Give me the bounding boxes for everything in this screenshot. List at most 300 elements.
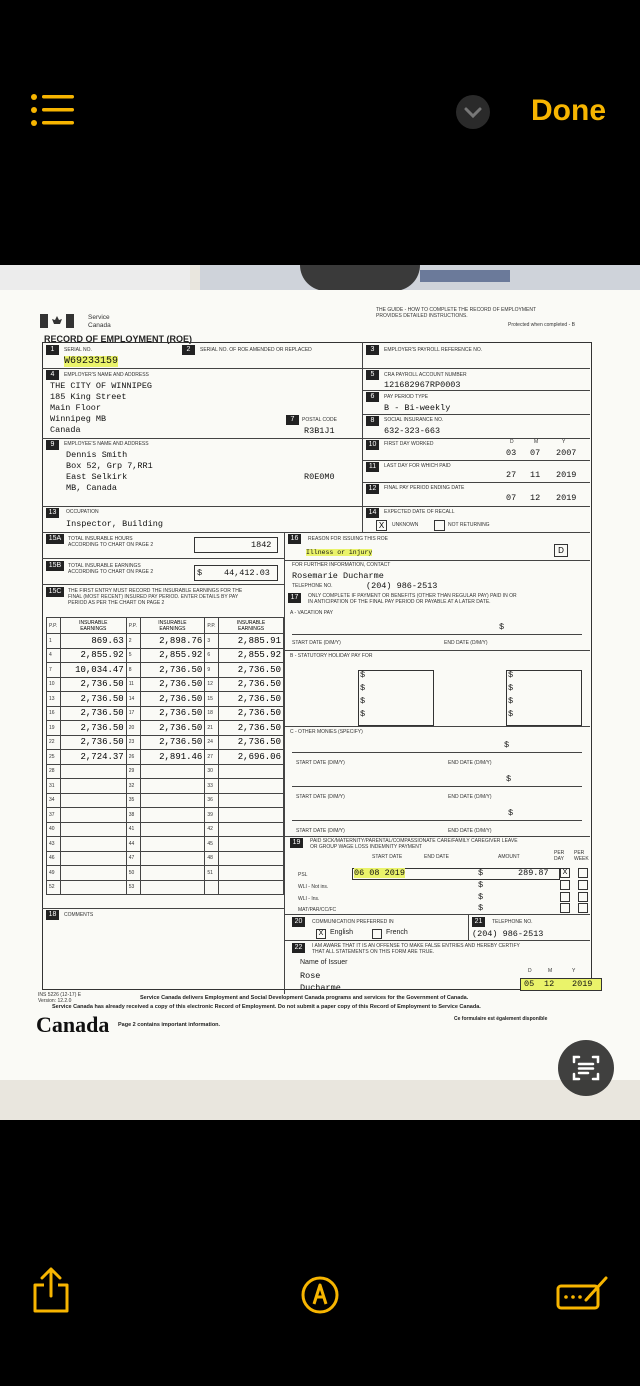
pay-period-row — [47, 750, 284, 765]
postal-label: POSTAL CODE — [302, 417, 338, 423]
tel-value: (204) 986-2513 — [472, 929, 544, 939]
pp-label-l2: FINAL (MOST RECENT) INSURED PAY PERIOD. ENTER DETAILS BY PAY — [68, 594, 239, 600]
pay-period-number: 46 — [47, 851, 61, 866]
footer-line2: Service Canada has already received a copy of this electronic Record of Employment. Do not submit a paper copy of this Record of Employment to Service Canada. — [52, 1004, 481, 1010]
dmy-label: D — [528, 968, 532, 974]
pay-period-number: 8 — [126, 663, 140, 678]
mat-day-checkbox[interactable] — [560, 903, 570, 913]
pay-period-earnings — [60, 837, 126, 852]
unknown-label: UNKNOWN — [392, 522, 419, 528]
box-num-10: 10 — [366, 440, 379, 450]
pay-period-earnings — [219, 764, 284, 779]
first-day-m: 07 — [530, 448, 541, 458]
other-start-label: START DATE (D/M/Y) — [296, 794, 345, 800]
pay-period-number: 11 — [126, 677, 140, 692]
box-num-2: 2 — [182, 345, 195, 355]
box-num-13: 13 — [46, 508, 59, 518]
divider — [284, 726, 590, 727]
pay-period-number: 18 — [205, 706, 219, 721]
pay-period-number: 51 — [205, 866, 219, 881]
dollar-sign: $ — [360, 683, 366, 693]
pay-period-earnings: 2,736.50 — [60, 677, 126, 692]
pay-period-number: 37 — [47, 808, 61, 823]
pay-period-number: 19 — [47, 721, 61, 736]
pay-period-earnings: 2,696.06 — [219, 750, 284, 765]
pay-period-number: 14 — [126, 692, 140, 707]
french-checkbox[interactable] — [372, 929, 382, 939]
employee-postal: R0E0M0 — [304, 472, 335, 482]
done-button[interactable]: Done — [531, 94, 606, 127]
dmy-label: D — [510, 439, 514, 445]
certify-l1: I AM AWARE THAT IT IS AN OFFENSE TO MAKE FALSE ENTRIES AND HEREBY CERTIFY — [312, 943, 520, 949]
other-start-label: START DATE (D/M/Y) — [296, 828, 345, 834]
pay-period-earnings — [140, 779, 205, 794]
pay-period-row — [47, 735, 284, 750]
pay-period-earnings — [60, 779, 126, 794]
final-pay-label: FINAL PAY PERIOD ENDING DATE — [384, 485, 465, 491]
sin-value: 632-323-663 — [384, 426, 441, 436]
postal-value: R3B1J1 — [304, 426, 335, 436]
pay-period-number: 6 — [205, 648, 219, 663]
pay-period-earnings: 2,736.50 — [140, 706, 205, 721]
pay-period-number: 33 — [205, 779, 219, 794]
divider — [362, 414, 590, 415]
col-pp: P.P. — [207, 622, 216, 629]
form-number: INS 5226 (12-17) E — [38, 992, 82, 998]
col-pp: P.P. — [49, 622, 58, 629]
pay-period-earnings — [219, 793, 284, 808]
box-num-12: 12 — [366, 484, 379, 494]
contact-tel-label: TELEPHONE NO. — [292, 583, 333, 589]
communication-label: COMMUNICATION PREFERRED IN — [312, 919, 394, 925]
pay-period-number: 16 — [47, 706, 61, 721]
first-day-y: 2007 — [556, 448, 577, 458]
pay-period-earnings: 2,736.50 — [219, 735, 284, 750]
divider — [468, 914, 469, 940]
page2-note: Page 2 contains important information. — [118, 1022, 221, 1028]
divider — [42, 438, 590, 439]
background-card — [0, 265, 190, 293]
pay-period-earnings: 2,736.50 — [219, 721, 284, 736]
psl-label: PSL — [298, 872, 308, 878]
per-week-label: PER WEEK — [574, 850, 589, 862]
psl-per-week-checkbox[interactable] — [578, 868, 588, 878]
pay-period-row — [47, 721, 284, 736]
pay-period-number: 36 — [205, 793, 219, 808]
sec17-label-l1: ONLY COMPLETE IF PAYMENT OR BENEFITS (OTHER THAN REGULAR PAY) PAID IN OR — [308, 593, 517, 599]
pay-period-table — [46, 617, 284, 895]
end-date-label: END DATE — [424, 854, 449, 860]
amount-label: AMOUNT — [498, 854, 520, 860]
employer-line: Winnipeg MB — [50, 414, 107, 424]
pay-period-earnings: 2,898.76 — [140, 634, 205, 649]
divider — [284, 532, 285, 994]
not-returning-label: NOT RETURNING — [448, 522, 490, 528]
pay-period-earnings: 2,855.92 — [60, 648, 126, 663]
pay-period-earnings — [60, 793, 126, 808]
box-num-5: 5 — [366, 370, 379, 380]
other-end-label: END DATE (D/M/Y) — [448, 828, 492, 834]
dollar-sign: $ — [478, 903, 484, 913]
box-num-19: 19 — [290, 838, 303, 848]
pay-period-row — [47, 648, 284, 663]
divider — [284, 914, 590, 915]
pay-period-earnings: 2,736.50 — [219, 677, 284, 692]
box-num-7: 7 — [286, 415, 299, 425]
pay-period-number: 47 — [126, 851, 140, 866]
box-num-15a: 15A — [46, 534, 64, 544]
box-num-3: 3 — [366, 345, 379, 355]
pay-period-number: 28 — [47, 764, 61, 779]
pay-period-row — [47, 808, 284, 823]
pp-label-l3: PERIOD AS PER THE CHART ON PAGE 2 — [68, 600, 165, 606]
pay-period-number: 52 — [47, 880, 61, 895]
divider — [42, 558, 284, 559]
wli-ins-label: WLI - Ins. — [298, 896, 320, 902]
pay-period-earnings: 2,855.92 — [140, 648, 205, 663]
pay-period-number: 41 — [126, 822, 140, 837]
pay-period-earnings — [60, 764, 126, 779]
pay-period-number: 24 — [205, 735, 219, 750]
box-num-17: 17 — [288, 593, 301, 603]
earnings-label-l1: TOTAL INSURABLE EARNINGS — [68, 563, 141, 569]
pay-period-number: 12 — [205, 677, 219, 692]
holiday-label: B - STATUTORY HOLIDAY PAY FOR — [290, 653, 373, 659]
pay-period-number: 44 — [126, 837, 140, 852]
pay-period-number: 4 — [47, 648, 61, 663]
psl-start: 06 08 2019 — [354, 868, 406, 878]
pay-period-number: 31 — [47, 779, 61, 794]
wli-week-checkbox[interactable] — [578, 880, 588, 890]
pay-period-number: 40 — [47, 822, 61, 837]
divider — [42, 584, 284, 585]
pay-period-number: 13 — [47, 692, 61, 707]
issue-y: 2019 — [572, 979, 593, 989]
box-num-15b: 15B — [46, 561, 64, 571]
pay-period-number: 32 — [126, 779, 140, 794]
first-day-d: 03 — [506, 448, 517, 458]
pay-period-earnings: 10,034.47 — [60, 663, 126, 678]
pay-period-label: PAY PERIOD TYPE — [384, 394, 429, 400]
english-label: English — [330, 929, 353, 936]
divider — [42, 908, 284, 909]
col-earn: EARNINGS — [80, 625, 107, 632]
employer-line: THE CITY OF WINNIPEG — [50, 381, 153, 391]
pay-period-earnings — [219, 880, 284, 895]
pay-period-earnings — [219, 808, 284, 823]
pay-period-number: 35 — [126, 793, 140, 808]
divider — [42, 532, 590, 533]
dollar-sign: $ — [478, 880, 484, 890]
psl-per-day-checkbox[interactable]: X — [560, 868, 570, 878]
certify-l2: THAT ALL STATEMENTS ON THIS FORM ARE TRUE. — [312, 949, 435, 955]
pay-period-row — [47, 880, 284, 895]
employee-line: East Selkirk — [66, 472, 128, 482]
pay-period-number — [205, 880, 219, 895]
last-day-m: 11 — [530, 470, 541, 480]
pay-period-number: 38 — [126, 808, 140, 823]
occupation-label: OCCUPATION — [66, 509, 99, 515]
pay-period-number: 27 — [205, 750, 219, 765]
english-checkbox[interactable]: X — [316, 929, 326, 939]
box-num-6: 6 — [366, 392, 379, 402]
box-num-18: 18 — [46, 910, 59, 920]
recall-label: EXPECTED DATE OF RECALL — [384, 509, 455, 515]
pay-period-earnings: 2,736.50 — [140, 721, 205, 736]
occupation-value: Inspector, Building — [66, 519, 163, 529]
pay-period-earnings — [60, 866, 126, 881]
pay-period-value: B - Bi-weekly — [384, 403, 451, 413]
protected-label: Protected when completed - B — [508, 322, 575, 328]
pay-period-earnings — [140, 793, 205, 808]
service-canada-l1: Service — [88, 314, 110, 321]
canada-wordmark: Canada — [36, 1012, 110, 1037]
pay-period-number: 9 — [205, 663, 219, 678]
live-text-scan-icon[interactable] — [558, 1040, 614, 1096]
pay-period-earnings: 2,891.46 — [140, 750, 205, 765]
keyboard-edit-icon[interactable] — [556, 1274, 610, 1312]
hours-label-l2: ACCORDING TO CHART ON PAGE 2 — [68, 542, 154, 548]
pay-period-row — [47, 837, 284, 852]
sec19-label-l2: OR GROUP WAGE LOSS INDEMNITY PAYMENT — [310, 844, 422, 850]
other-start-label: START DATE (D/M/Y) — [296, 760, 345, 766]
divider — [42, 368, 590, 369]
vac-start-label: START DATE (D/M/Y) — [292, 640, 341, 646]
pay-period-row — [47, 692, 284, 707]
dollar-sign: $ — [508, 808, 514, 818]
markup-pen-icon[interactable] — [300, 1275, 340, 1315]
pay-period-row — [47, 663, 284, 678]
pay-period-number: 2 — [126, 634, 140, 649]
dollar-sign: $ — [360, 709, 366, 719]
pay-period-earnings: 2,855.92 — [219, 648, 284, 663]
col-earn: EARNINGS — [159, 625, 186, 632]
pay-period-earnings — [140, 880, 205, 895]
chevron-down-icon[interactable] — [456, 95, 490, 129]
earnings-value: 44,412.03 — [224, 568, 270, 578]
last-day-y: 2019 — [556, 470, 577, 480]
wli-day-checkbox[interactable] — [560, 880, 570, 890]
pay-period-row — [47, 764, 284, 779]
pay-period-earnings: 2,736.50 — [60, 706, 126, 721]
divider — [362, 342, 363, 532]
mat-label: MAT/PAR/CC/FC — [298, 907, 337, 913]
divider — [284, 560, 590, 561]
pay-period-earnings — [219, 822, 284, 837]
pay-period-number: 50 — [126, 866, 140, 881]
pay-period-row — [47, 706, 284, 721]
pay-period-earnings: 2,885.91 — [219, 634, 284, 649]
french-label: French — [386, 929, 408, 936]
divider — [42, 506, 590, 507]
pay-period-earnings — [219, 851, 284, 866]
box-num-15c: 15C — [46, 587, 64, 597]
amended-label: SERIAL NO. OF ROE AMENDED OR REPLACED — [200, 347, 312, 353]
final-pay-d: 07 — [506, 493, 517, 503]
hours-label-l1: TOTAL INSURABLE HOURS — [68, 536, 133, 542]
footer-line1: Service Canada delivers Employment and Social Development Canada programs and services for the Government of Canada. — [140, 995, 469, 1001]
issue-m: 12 — [544, 979, 555, 989]
col-earn: INSURABLE — [79, 619, 108, 626]
roe-form-paper — [0, 290, 640, 1080]
pay-period-number: 43 — [47, 837, 61, 852]
pay-period-row — [47, 822, 284, 837]
dollar-sign: $ — [360, 696, 366, 706]
pay-period-earnings — [140, 822, 205, 837]
pay-period-earnings: 2,736.50 — [140, 735, 205, 750]
background-wire — [300, 265, 420, 291]
not-returning-checkbox[interactable] — [434, 520, 445, 531]
pay-period-earnings — [219, 779, 284, 794]
dollar-sign: $ — [499, 622, 505, 632]
other-label: C - OTHER MONIES (SPECIFY) — [290, 729, 363, 735]
box-num-14: 14 — [366, 508, 379, 518]
pay-period-row — [47, 851, 284, 866]
pay-period-earnings — [140, 866, 205, 881]
divider — [284, 836, 590, 837]
sec19-label-l1: PAID SICK/MATERNITY/PARENTAL/COMPASSIONATE CARE/FAMILY CAREGIVER LEAVE — [310, 838, 518, 844]
employee-line: Box 52, Grp 7,RR1 — [66, 461, 153, 471]
guide-text-l1: THE GUIDE - HOW TO COMPLETE THE RECORD OF EMPLOYMENT — [376, 307, 537, 313]
underline — [292, 820, 582, 821]
box-num-9: 9 — [46, 440, 59, 450]
pay-period-number: 17 — [126, 706, 140, 721]
final-pay-m: 12 — [530, 493, 541, 503]
col-earn: INSURABLE — [236, 619, 266, 626]
pay-period-earnings: 2,724.37 — [60, 750, 126, 765]
pay-period-number: 3 — [205, 634, 219, 649]
divider — [362, 460, 590, 461]
pay-period-number: 21 — [205, 721, 219, 736]
wli-ins-week-checkbox[interactable] — [578, 892, 588, 902]
per-day-label: PER DAY — [554, 850, 565, 862]
serial-value: W69233159 — [64, 356, 119, 367]
underline — [292, 634, 582, 635]
pay-period-earnings — [60, 851, 126, 866]
dollar-sign: $ — [508, 683, 514, 693]
other-end-label: END DATE (D/M/Y) — [448, 794, 492, 800]
sin-label: SOCIAL INSURANCE NO. — [384, 417, 444, 423]
pp-label-l1: THE FIRST ENTRY MUST RECORD THE INSURABLE EARNINGS FOR THE — [68, 588, 243, 594]
box-num-4: 4 — [46, 370, 59, 380]
pay-period-number: 15 — [205, 692, 219, 707]
col-earn: EARNINGS — [238, 625, 265, 632]
pay-period-number: 20 — [126, 721, 140, 736]
pay-period-number: 1 — [47, 634, 61, 649]
pay-period-number: 48 — [205, 851, 219, 866]
pay-period-earnings: 2,736.50 — [140, 692, 205, 707]
divider — [362, 390, 590, 391]
guide-text-l2: PROVIDES DETAILED INSTRUCTIONS. — [376, 313, 468, 319]
pay-period-number: 5 — [126, 648, 140, 663]
employer-line: Main Floor — [50, 403, 102, 413]
col-earn: INSURABLE — [158, 619, 187, 626]
payroll-ref-label: EMPLOYER'S PAYROLL REFERENCE NO. — [384, 347, 483, 353]
employee-label: EMPLOYEE'S NAME AND ADDRESS — [64, 441, 149, 447]
box-num-21: 21 — [472, 917, 485, 927]
tel-label: TELEPHONE NO. — [492, 919, 533, 925]
pay-period-number: 45 — [205, 837, 219, 852]
employer-line: Canada — [50, 425, 81, 435]
dollar-sign: $ — [478, 892, 484, 902]
list-icon[interactable] — [30, 92, 76, 130]
dollar-sign: $ — [508, 670, 514, 680]
unknown-checkbox[interactable]: X — [376, 520, 387, 531]
divider — [284, 650, 590, 651]
dollar-sign: $ — [506, 774, 512, 784]
employee-line: MB, Canada — [66, 483, 118, 493]
first-day-label: FIRST DAY WORKED — [384, 441, 434, 447]
pay-period-earnings — [140, 764, 205, 779]
last-day-d: 27 — [506, 470, 517, 480]
mat-week-checkbox[interactable] — [578, 903, 588, 913]
underline — [292, 752, 582, 753]
dmy-label: M — [534, 439, 539, 445]
share-icon[interactable] — [31, 1266, 71, 1314]
issuer-l1: Rose — [300, 971, 321, 981]
dmy-label: M — [548, 968, 553, 974]
pay-period-earnings: 869.63 — [60, 634, 126, 649]
employer-line: 185 King Street — [50, 392, 127, 402]
bottom-toolbar — [0, 1120, 640, 1386]
reason-value: Illness or injury — [306, 549, 373, 556]
underline — [292, 786, 582, 787]
form-version: Version: 12.2.0 — [38, 998, 72, 1004]
pay-period-earnings: 2,736.50 — [60, 721, 126, 736]
pay-period-earnings — [60, 808, 126, 823]
issuer-l2: Ducharme — [300, 983, 341, 993]
pay-period-number: 30 — [205, 764, 219, 779]
pay-period-rows — [47, 634, 284, 895]
pay-period-earnings: 2,736.50 — [219, 692, 284, 707]
serial-label: SERIAL NO. — [64, 347, 92, 353]
pay-period-row — [47, 866, 284, 881]
reason-label: REASON FOR ISSUING THIS ROE — [308, 536, 388, 542]
final-pay-y: 2019 — [556, 493, 577, 503]
dollar-sign: $ — [504, 740, 510, 750]
canada-flag-logo — [40, 314, 74, 333]
holiday-box-right — [506, 670, 582, 726]
issuer-label: Name of Issuer — [300, 959, 348, 966]
pay-period-number: 26 — [126, 750, 140, 765]
cra-label: CRA PAYROLL ACCOUNT NUMBER — [384, 372, 467, 378]
pay-period-earnings — [140, 837, 205, 852]
wli-ins-day-checkbox[interactable] — [560, 892, 570, 902]
pay-period-earnings — [60, 822, 126, 837]
col-pp: P.P. — [128, 622, 137, 629]
hours-value: 1842 — [251, 540, 272, 550]
pay-period-earnings — [140, 851, 205, 866]
background-stripe — [420, 270, 510, 282]
pay-period-number: 22 — [47, 735, 61, 750]
pay-period-earnings: 2,736.50 — [60, 735, 126, 750]
divider — [284, 940, 590, 941]
box-num-11: 11 — [366, 462, 379, 472]
box-num-20: 20 — [292, 917, 305, 927]
earnings-label-l2: ACCORDING TO CHART ON PAGE 2 — [68, 569, 154, 575]
pay-period-row — [47, 677, 284, 692]
pay-period-earnings — [60, 880, 126, 895]
pay-period-earnings: 2,736.50 — [60, 692, 126, 707]
dmy-label: Y — [572, 968, 576, 974]
issue-d: 05 — [524, 979, 535, 989]
dollar-sign: $ — [360, 670, 366, 680]
divider — [362, 482, 590, 483]
pay-period-earnings: 2,736.50 — [140, 677, 205, 692]
dollar-sign: $ — [508, 709, 514, 719]
cra-value: 121682967RP0003 — [384, 380, 461, 390]
pay-period-row — [47, 779, 284, 794]
